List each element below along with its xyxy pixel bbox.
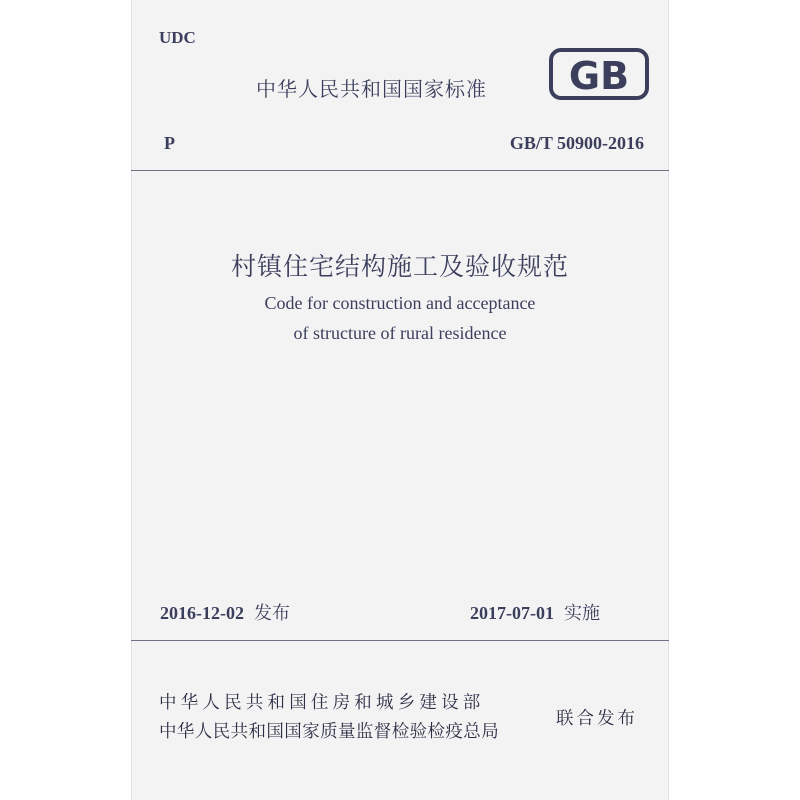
standard-number: GB/T 50900-2016	[509, 133, 644, 153]
implement-label: 实施	[564, 603, 600, 624]
joint-issue-label: 联合发布	[556, 709, 638, 729]
classification-code: P	[164, 133, 175, 153]
issue-label: 发布	[254, 603, 290, 624]
implement-date-block	[470, 599, 600, 625]
national-standard-title: 中华人民共和国国家标准	[256, 77, 487, 101]
header-divider	[131, 170, 669, 171]
udc-label: UDC	[159, 28, 196, 47]
title-english-line-2: of structure of rural residence	[293, 323, 507, 343]
issuer-line-2: 中华人民共和国国家质量监督检验检疫总局	[159, 722, 500, 742]
title-english-line-1: Code for construction and acceptance	[264, 293, 536, 313]
standard-cover	[131, 0, 669, 800]
issuer-line-1: 中华人民共和国住房和城乡建设部	[159, 693, 485, 713]
footer-divider	[131, 640, 669, 641]
issue-date: 2016-12-02	[160, 603, 244, 623]
svg-text:GB: GB	[568, 54, 630, 98]
title-chinese: 村镇住宅结构施工及验收规范	[230, 252, 569, 281]
implement-date: 2017-07-01	[470, 603, 554, 623]
gb-logo-icon	[549, 46, 649, 102]
issue-date-block	[160, 599, 290, 625]
